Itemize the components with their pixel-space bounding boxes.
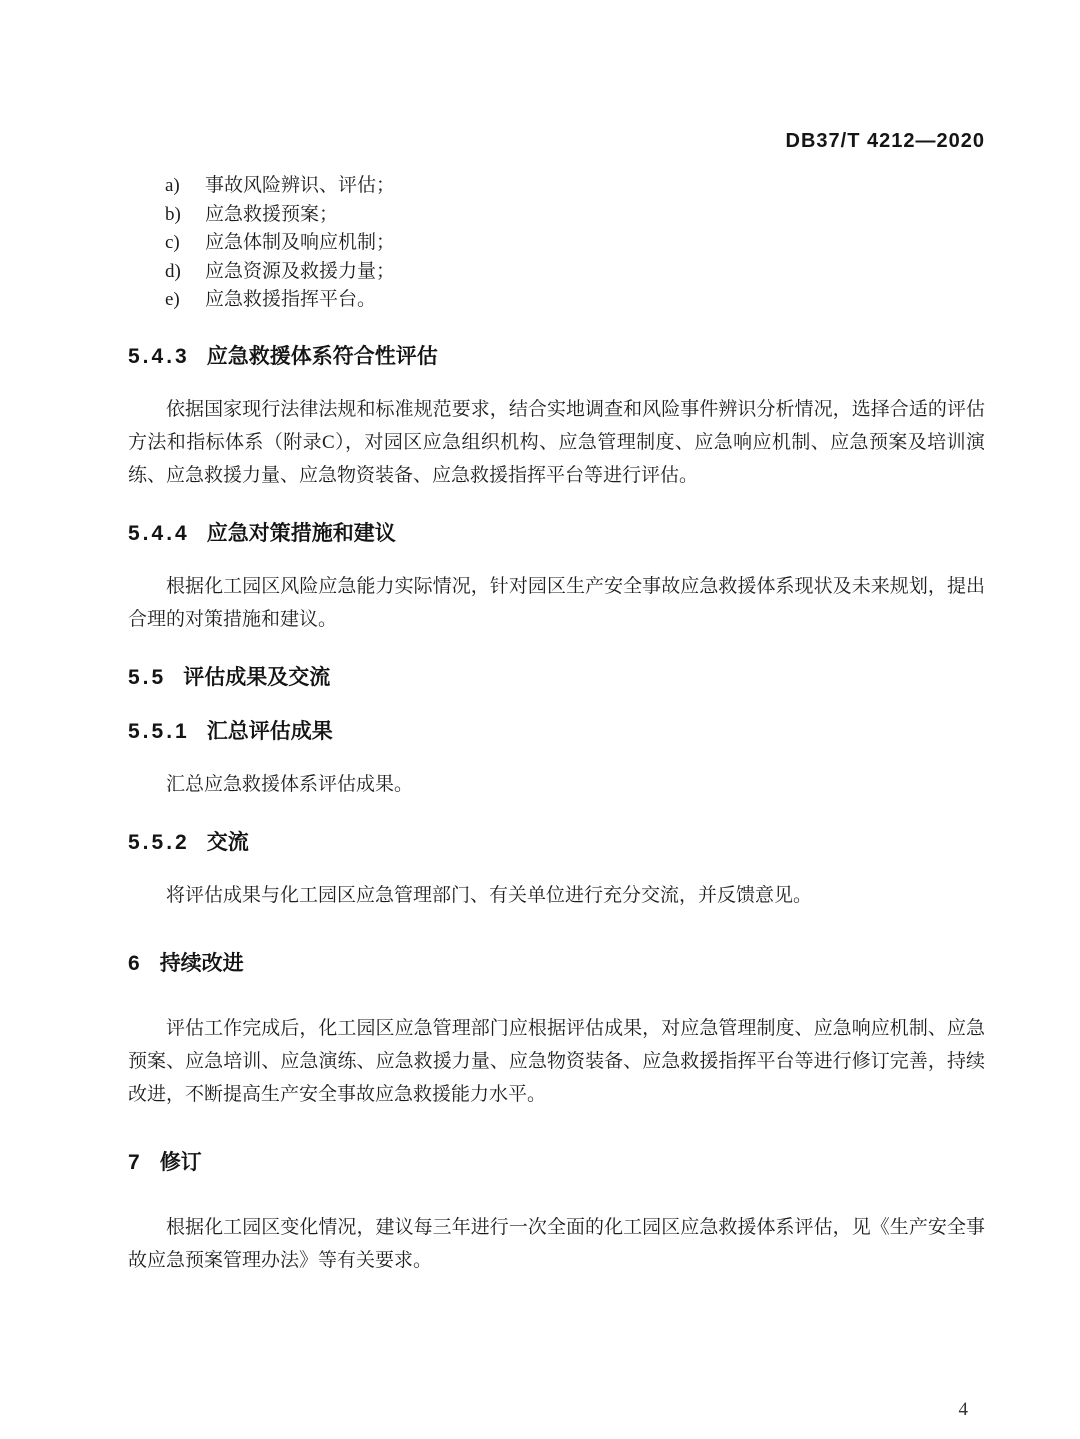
section-title: 评估成果及交流 [183,665,331,689]
section-heading [128,345,985,369]
section-number: 5.5.1 [128,719,190,743]
clause-list [128,172,985,315]
section-heading [128,1151,985,1175]
list-item [165,229,985,258]
paragraph: 根据化工园区变化情况，建议每三年进行一次全面的化工园区应急救援体系评估，见《生产安全事故应急预案管理办法》等有关要求。 [128,1216,985,1271]
list-item-text: 应急资源及救援力量； [205,260,396,282]
list-item-marker: b) [165,203,181,225]
section-5.4.4 [128,522,985,636]
section-heading [128,666,985,690]
section-5.4.3 [128,345,985,492]
page-number: 4 [958,1399,968,1420]
list-item [165,172,985,201]
section-6 [128,952,985,1111]
section-number: 5.4.3 [128,344,190,368]
list-item-marker: c) [165,232,180,253]
list-item [165,258,985,287]
section-number: 5.4.4 [128,521,190,545]
section-5.5 [128,666,985,690]
list-item-marker: e) [165,289,180,310]
list-item [165,286,985,315]
list-item-text: 应急救援指挥平台。 [205,289,377,310]
section-heading [128,831,985,855]
paragraph: 依据国家现行法律法规和标准规范要求，结合实地调查和风险事件辨识分析情况，选择合适的评估方法和指标体系（附录C），对园区应急组织机构、应急管理制度、应急响应机制、应急预案及培训演练、应急救援力量、应急物资装备、应急救援指挥平台等进行评估。 [128,398,985,486]
section-number: 5.5.2 [128,830,190,854]
section-title: 应急救援体系符合性评估 [206,344,438,368]
section-5.5.2 [128,831,985,912]
section-heading [128,522,985,546]
section-heading [128,952,985,976]
section-title: 交流 [206,830,249,854]
section-title: 应急对策措施和建议 [206,521,396,545]
paragraph: 评估工作完成后，化工园区应急管理部门应根据评估成果，对应急管理制度、应急响应机制、应急预案、应急培训、应急演练、应急救援力量、应急物资装备、应急救援指挥平台等进行修订完善，持续改进，不断提高生产安全事故应急救援能力水平。 [128,1017,985,1105]
list-item-text: 应急体制及响应机制； [205,232,396,253]
section-number: 6 [128,951,143,975]
section-title: 汇总评估成果 [206,719,333,743]
section-heading [128,720,985,744]
list-item [165,201,985,230]
list-item-marker: d) [165,260,181,282]
list-item-text: 事故风险辨识、评估； [205,175,396,196]
section-7 [128,1151,985,1277]
section-number: 5.5 [128,665,167,689]
section-5.5.1 [128,720,985,801]
paragraph: 汇总应急救援体系评估成果。 [166,773,414,795]
paragraph: 将评估成果与化工园区应急管理部门、有关单位进行充分交流，并反馈意见。 [166,884,813,906]
doc-number-header: DB37/T 4212—2020 [785,130,985,152]
list-item-marker: a) [165,175,180,196]
section-number: 7 [128,1150,143,1174]
paragraph: 根据化工园区风险应急能力实际情况，针对园区生产安全事故应急救援体系现状及未来规划，提出合理的对策措施和建议。 [128,575,985,630]
section-title: 持续改进 [159,951,244,975]
section-title: 修订 [159,1150,202,1174]
sections [128,345,985,1277]
list-item-text: 应急救援预案； [205,203,339,225]
